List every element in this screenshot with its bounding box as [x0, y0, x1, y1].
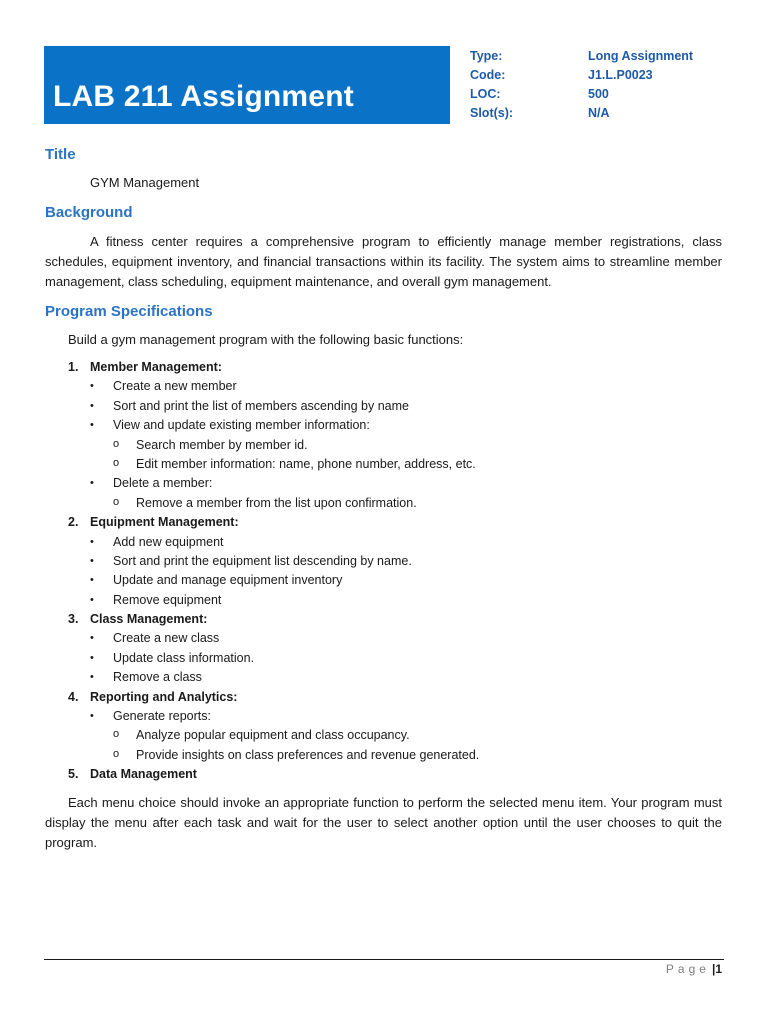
list-item-text: Data Management: [90, 767, 197, 782]
list-marker: •: [90, 380, 94, 393]
list-marker: o: [113, 747, 120, 760]
bullet-item: [68, 592, 748, 611]
list-marker: •: [90, 593, 94, 606]
meta-key: Type:: [470, 49, 503, 63]
list-marker: •: [90, 671, 94, 684]
list-item-text: View and update existing member information:: [113, 418, 370, 433]
bullet-item: [68, 708, 748, 727]
bullet-item: [68, 378, 748, 397]
sub-bullet-item: [68, 747, 748, 766]
list-item-text: Search member by member id.: [136, 437, 308, 452]
numbered-item: [68, 514, 748, 533]
list-item-text: Create a new member: [113, 379, 237, 394]
list-marker: 4.: [68, 689, 79, 704]
list-item-text: Sort and print the equipment list descending by name.: [113, 553, 412, 568]
list-marker: •: [90, 399, 94, 412]
numbered-item: [68, 766, 748, 785]
meta-value: J1.L.P0023: [588, 68, 653, 82]
list-marker: 2.: [68, 515, 79, 530]
page-label: Page: [665, 962, 710, 976]
list-item-text: Update class information.: [113, 650, 255, 665]
list-item-text: Equipment Management:: [90, 515, 239, 530]
list-item-text: Generate reports:: [113, 709, 211, 724]
sub-bullet-item: [68, 495, 748, 514]
title-banner: [44, 46, 450, 124]
meta-row-type: [470, 49, 760, 68]
closing-paragraph: Each menu choice should invoke an appropriate function to perform the selected menu item. Your program must display the menu after each task and wait for the user to select another option until the user chooses to quit the program.: [45, 795, 722, 850]
meta-value: N/A: [588, 106, 610, 120]
title-text: GYM Management: [90, 175, 200, 190]
list-item-text: Remove a member from the list upon confirmation.: [136, 495, 417, 510]
list-item-text: Update and manage equipment inventory: [113, 573, 343, 588]
bullet-item: [68, 475, 748, 494]
sub-bullet-item: [68, 456, 748, 475]
assignment-title: LAB 211 Assignment: [53, 80, 354, 113]
list-item-text: Member Management:: [90, 360, 222, 374]
background-paragraph: A fitness center requires a comprehensive program to efficiently manage member registrations, class schedules, equipment inventory, and financial transactions within its facility. The system aims to streamline member management, class scheduling, equipment maintenance, and overall gym management.: [45, 234, 722, 289]
list-marker: •: [90, 419, 94, 432]
list-item-text: Reporting and Analytics:: [90, 689, 238, 704]
list-marker: o: [113, 437, 120, 450]
assignment-meta: [470, 49, 760, 125]
page-footer: [666, 962, 722, 976]
list-marker: •: [90, 574, 94, 587]
bullet-item: [68, 572, 748, 591]
list-marker: 3.: [68, 612, 79, 627]
footer-divider: [44, 959, 724, 960]
list-item-text: Create a new class: [113, 631, 220, 646]
list-item-text: Provide insights on class preferences and revenue generated.: [136, 747, 480, 762]
bullet-item: [68, 398, 748, 417]
list-marker: •: [90, 651, 94, 664]
list-item-text: Delete a member:: [113, 476, 213, 491]
specifications-list: [68, 359, 748, 786]
list-item-text: Class Management:: [90, 612, 208, 627]
list-item-text: Add new equipment: [113, 534, 224, 549]
meta-key: LOC:: [470, 87, 501, 101]
bullet-item: [68, 417, 748, 436]
list-marker: 1.: [68, 360, 79, 374]
background-heading: Background: [45, 204, 133, 221]
meta-key: Slot(s):: [470, 106, 514, 120]
list-marker: •: [90, 710, 94, 723]
list-item-text: Analyze popular equipment and class occupancy.: [136, 728, 410, 743]
numbered-item: [68, 689, 748, 708]
page-separator: |: [711, 962, 716, 976]
list-marker: •: [90, 632, 94, 645]
bullet-item: [68, 553, 748, 572]
list-item-text: Edit member information: name, phone number, address, etc.: [136, 456, 476, 471]
meta-row-slots: [470, 106, 760, 125]
bullet-item: [68, 650, 748, 669]
list-item-text: Remove equipment: [113, 592, 222, 607]
list-marker: •: [90, 554, 94, 567]
meta-row-loc: [470, 87, 760, 106]
bullet-item: [68, 669, 748, 688]
list-item-text: Sort and print the list of members ascending by name: [113, 398, 409, 413]
sub-bullet-item: [68, 437, 748, 456]
list-marker: •: [90, 477, 94, 490]
meta-value: Long Assignment: [588, 49, 694, 63]
meta-value: 500: [588, 87, 609, 101]
meta-key: Code:: [470, 68, 506, 82]
list-marker: o: [113, 456, 120, 469]
specifications-intro: Build a gym management program with the following basic functions:: [68, 332, 464, 347]
numbered-item: [68, 611, 748, 630]
page-number: 1: [715, 962, 722, 976]
list-item-text: Remove a class: [113, 670, 202, 685]
numbered-item: [68, 359, 748, 378]
meta-row-code: [470, 68, 760, 87]
specifications-heading: Program Specifications: [45, 303, 213, 320]
list-marker: o: [113, 495, 120, 508]
list-marker: •: [90, 535, 94, 548]
list-marker: 5.: [68, 767, 79, 782]
bullet-item: [68, 534, 748, 553]
title-heading: Title: [45, 146, 76, 163]
list-marker: o: [113, 728, 120, 741]
sub-bullet-item: [68, 727, 748, 746]
bullet-item: [68, 630, 748, 649]
